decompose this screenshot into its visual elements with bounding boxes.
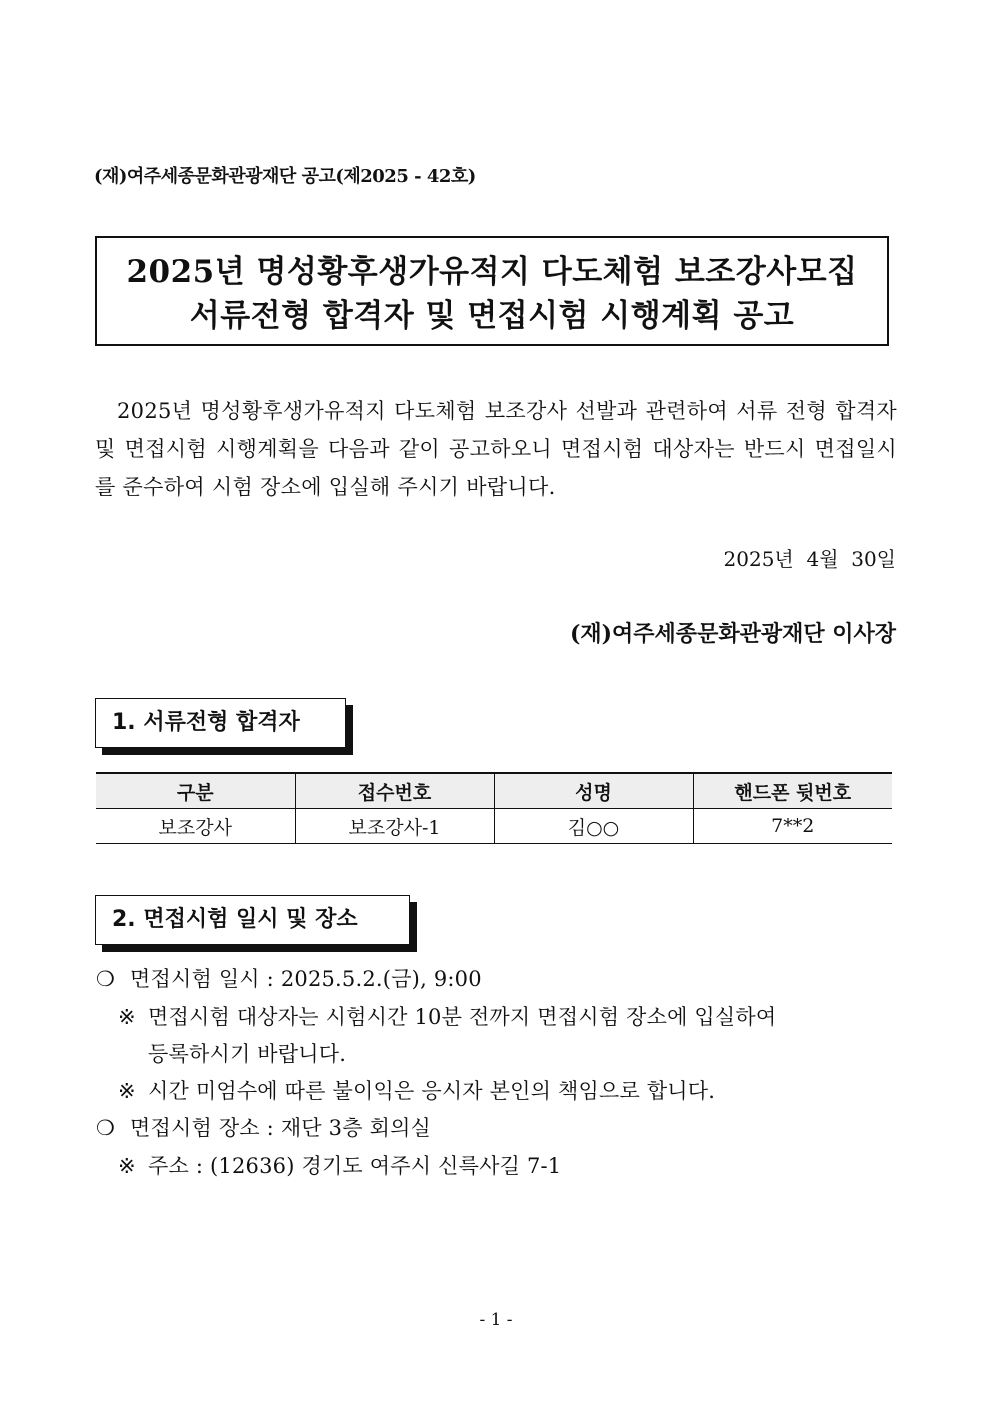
section-heading-document-screening: 1. 서류전형 합격자 xyxy=(95,698,346,748)
document-title-line-2: 서류전형 합격자 및 면접시험 시행계획 공고 xyxy=(189,298,795,334)
circle-bullet-icon: ❍ xyxy=(96,1116,116,1140)
table-row xyxy=(96,809,892,844)
table-header-cell: 구분 xyxy=(96,773,295,809)
reference-mark-icon: ※ xyxy=(118,1079,136,1103)
notice-number: (재)여주세종문화관광재단 공고(제2025 - 42호) xyxy=(94,166,476,187)
reference-mark-icon: ※ xyxy=(118,1005,136,1029)
interview-note-1-line xyxy=(118,1001,776,1031)
interview-place-line xyxy=(96,1112,431,1142)
interview-datetime-line xyxy=(96,963,482,993)
interview-address: 주소 : (12636) 경기도 여주시 신륵사길 7-1 xyxy=(148,1154,562,1178)
interview-note-2: 시간 미엄수에 따른 불이익은 응시자 본인의 책임으로 합니다. xyxy=(148,1079,716,1103)
signer: (재)여주세종문화관광재단 이사장 xyxy=(569,621,896,647)
table-cell: 보조강사 xyxy=(96,809,295,844)
circle-bullet-icon: ❍ xyxy=(96,967,116,991)
table-header-cell: 접수번호 xyxy=(295,773,494,809)
table-header-cell: 성명 xyxy=(494,773,693,809)
interview-place: 면접시험 장소 : 재단 3층 회의실 xyxy=(130,1116,432,1140)
document-title-line-1: 2025년 명성황후생가유적지 다도체험 보조강사모집 xyxy=(126,254,858,290)
reference-mark-icon: ※ xyxy=(118,1154,136,1178)
page-number: - 1 - xyxy=(479,1310,513,1330)
interview-note-1-continuation: 등록하시기 바랍니다. xyxy=(148,1042,347,1066)
announcement-date: 2025년 4월 30일 xyxy=(723,547,896,571)
table-cell: 보조강사-1 xyxy=(295,809,494,844)
interview-address-line xyxy=(118,1150,561,1180)
interview-datetime: 면접시험 일시 : 2025.5.2.(금), 9:00 xyxy=(130,967,482,991)
table-header-row xyxy=(96,773,892,809)
table-cell: 7**2 xyxy=(693,809,892,844)
passers-table xyxy=(96,772,892,844)
section-heading-interview: 2. 면접시험 일시 및 장소 xyxy=(95,895,410,945)
interview-note-1: 면접시험 대상자는 시험시간 10분 전까지 면접시험 장소에 입실하여 xyxy=(148,1005,777,1029)
title-box xyxy=(95,236,889,346)
table-header-cell: 핸드폰 뒷번호 xyxy=(693,773,892,809)
interview-note-2-line xyxy=(118,1075,715,1105)
intro-paragraph: 2025년 명성황후생가유적지 다도체험 보조강사 선발과 관련하여 서류 전형 합격자 및 면접시험 시행계획을 다음과 같이 공고하오니 면접시험 대상자는 반드시 면접일시를 준수하여 시험 장소에 입실해 주시기 바랍니다. xyxy=(95,399,897,499)
table-cell: 김○○ xyxy=(494,809,693,844)
